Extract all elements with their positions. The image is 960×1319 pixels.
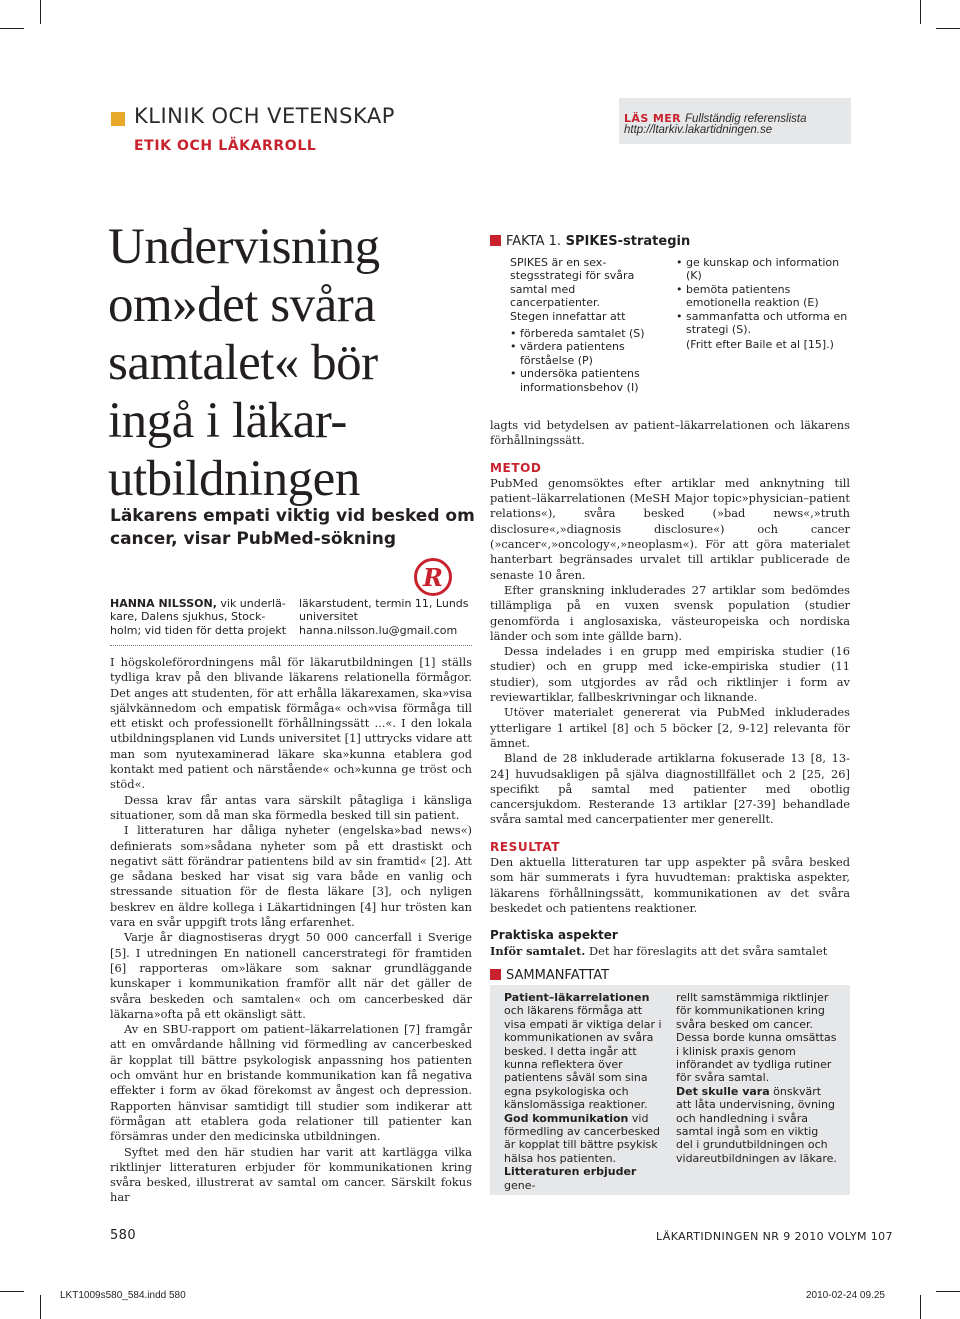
summary-box xyxy=(490,985,850,1195)
fakta-list-item: • ge kunskap och information (K) xyxy=(676,256,848,283)
fakta-list-item: • bemöta patientens emotionella reaktion (E) xyxy=(676,283,848,310)
headline-line: samtalet« bör xyxy=(108,335,378,391)
crop-mark xyxy=(920,0,921,24)
body-paragraph: Varje år diagnostiseras drygt 50 000 cancerfall i Sverige [5]. I utredningen En nationell cancerstrategi för framtiden [6] rapporteras om»läkare som saknar grundläggande kunskaper i kommunikation framför allt när det gäller de svåra beskeden och samtalen« och om cancerbesked där läkarna»ofta på ett okänsligt sätt. xyxy=(110,930,472,1021)
body-paragraph: I högskoleförordningens mål för läkarutbildningen [1] ställs tydliga krav på den blivande läkarens relationella förmågor. Det anges att studenten, för att erhålla läkarexamen, ska»visa självkännedom och empatisk förmåga« och»visa förmåga till ett etiskt och professionellt förhållningssätt ...«. I den lokala utbildningsplanen vid Lunds universitet [1] uttrycks vidare att man som nyutexaminerad läkare ska»kunna etablera god kontakt med patient och närstående« och»kunna ge tröst och stöd«. xyxy=(110,655,472,792)
body-text: Det har föreslagits att det svåra samtalet xyxy=(585,943,828,958)
metod-heading: METOD xyxy=(490,460,542,475)
byline-author xyxy=(110,597,295,637)
resultat-heading: RESULTAT xyxy=(490,839,561,854)
body-paragraph xyxy=(490,944,850,959)
summary-label: SAMMANFATTAT xyxy=(506,968,610,983)
lead-line: Läkarens empati viktig vid besked om xyxy=(110,506,475,526)
fakta-label: FAKTA 1. xyxy=(506,234,562,249)
headline-line: ingå i läkar- xyxy=(108,393,347,449)
summary-bold: Det skulle vara xyxy=(676,1084,770,1098)
byline-divider xyxy=(110,645,472,646)
fakta-list-item: • undersöka patientens informationsbehov (I) xyxy=(510,367,668,394)
review-badge-icon xyxy=(414,558,452,596)
summary-text: rellt samstämmiga riktlinjer för kommunikationen kring svåra besked om cancer. Dessa borde kunna omsättas i klinisk praxis genom införandet av tydliga rutiner för svåra samtal. xyxy=(676,991,837,1085)
byline-text: läkarstudent, termin 11, Lunds xyxy=(299,597,469,610)
body-paragraph: Dessa indelades i en grupp med empiriska studier (16 studier) och en grupp med icke-empiriska studier (11 studier), som utgjordes av råd och riktlinjer i form av reviewartiklar, fallbeskrivningar och liknande. xyxy=(490,644,850,705)
fakta-source: (Fritt efter Baile et al [15].) xyxy=(686,338,834,352)
author-name: HANNA NILSSON, xyxy=(110,597,217,610)
read-more-box xyxy=(619,98,851,144)
summary-text: önskvärt att låta undervisning, övning och handledning i svåra samtal ingå som en viktig del i grundutbildningen och vidareutbildningen av läkare. xyxy=(676,1084,837,1165)
summary-text: och läkarens förmåga att visa empati är viktiga delar i kommunikationen av svåra besked. I detta ingår att kunna reflektera över patientens såväl som sina egna psykologiska och känslomässiga reaktioner. xyxy=(504,1004,662,1112)
crop-mark xyxy=(0,1291,24,1292)
fakta-list xyxy=(676,256,848,336)
fakta-intro: SPIKES är en sex-stegsstrategi för svåra samtal med cancerpatienter. xyxy=(510,256,635,310)
headline-line: om»det svåra xyxy=(108,277,376,333)
byline-text: universitet xyxy=(299,610,358,624)
body-paragraph: Utöver materialet genererat via PubMed inkluderades ytterligare 1 artikel [8] och 5 böcker [2, 9-12] relevanta för ämnet. xyxy=(490,705,850,750)
crop-mark xyxy=(936,28,960,29)
summary-right-column xyxy=(676,991,838,1165)
body-paragraph: I litteraturen har dåliga nyheter (engelska»bad news«) definierats som»sådana nyheter som på ett drastiskt och negativt sätt förändrar patientens bild av sin framtid« [2]. Att ge sådana besked har visat sig vara både en vanlig och stressande situation för de flesta läkare [3], och nyligen beskrev en äldre kollega i Läkartidningen [4] hur trösten kan vara en svår uppgift trots lång erfarenhet. xyxy=(110,823,472,930)
square-icon xyxy=(490,235,501,246)
body-paragraph: Syftet med den här studien har varit att kartlägga vilka riktlinjer litteraturen erbjuder för kommunikationen kring svåra besked, illustrerat av samtal om cancer. Särskilt fokus har xyxy=(110,1144,472,1205)
read-more-text: Fullständig referenslista xyxy=(685,113,807,125)
praktiska-heading: Praktiska aspekter xyxy=(490,928,618,943)
journal-info: LÄKARTIDNINGEN NR 9 2010 VOLYM 107 xyxy=(656,1230,893,1243)
section-title: KLINIK OCH VETENSKAP xyxy=(134,104,395,128)
summary-text: gene- xyxy=(504,1178,536,1192)
summary-paragraph xyxy=(504,1112,662,1166)
slug-date: 2010-02-24 09.25 xyxy=(806,1290,885,1301)
fakta-list-item: • sammanfatta och utforma en strategi (S). xyxy=(676,310,848,337)
article-body-column-2 xyxy=(490,418,850,959)
crop-mark xyxy=(936,1291,960,1292)
read-more-label: LÄS MER xyxy=(624,112,682,125)
fakta-list xyxy=(510,327,668,394)
summary-text: vid förmedling av cancerbesked är kopplat till bättre psykisk hälsa hos patienten. xyxy=(504,1111,661,1165)
reference-list-link[interactable]: http://ltarkiv.lakartidningen.se xyxy=(624,124,773,136)
body-paragraph: Bland de 28 inkluderade artiklarna fokuserade 13 [8, 13-24] huvudsakligen på själva diagnostillfället och 2 [25, 26] specifikt på samtal med patienter med obotlig cancersjukdom. Resterande 13 artiklar [27-39] behandlade svåra samtal med cancerpatienter mer generellt. xyxy=(490,751,850,827)
article-body-column-1 xyxy=(110,655,472,1206)
author-email-link[interactable]: hanna.nilsson.lu@gmail.com xyxy=(299,623,458,637)
headline xyxy=(108,218,448,508)
lead-text xyxy=(110,505,480,551)
summary-left-column xyxy=(504,991,662,1192)
summary-paragraph xyxy=(676,1085,838,1165)
summary-bold: Litteraturen erbjuder xyxy=(504,1165,637,1179)
crop-mark xyxy=(40,1295,41,1319)
summary-heading xyxy=(490,966,609,984)
summary-bold: Patient–läkarrelationen xyxy=(504,991,650,1004)
body-paragraph: Den aktuella litteraturen tar upp aspekter på svåra besked som här summerats i fyra huvudteman: praktiska aspekter, läkarens förhållningssätt, kommunikationen av det svåra beskedet och patientens reaktioner. xyxy=(490,855,850,915)
sub-section-title: ETIK OCH LÄKARROLL xyxy=(134,138,317,154)
summary-bold: God kommunikation xyxy=(504,1111,629,1125)
byline-affiliation xyxy=(299,597,484,637)
fakta-heading xyxy=(490,234,850,249)
body-paragraph: lagts vid betydelsen av patient–läkarrelationen och läkarens förhållningssätt. xyxy=(490,418,850,448)
byline-text: holm; vid tiden för detta projekt xyxy=(110,623,287,637)
summary-paragraph xyxy=(504,991,662,1112)
body-paragraph: PubMed genomsöktes efter artiklar med anknytning till patient–läkarrelationen (MeSH Major topic»physician–patient relations«), svåra besked (»bad news«,»truth disclosure«,»diagnosis disclosure«) och cancer (»cancer«,»oncology«,»neoplasm«). För att göra materialet hanterbart begränsades urvalet till artiklar publicerade de senaste 10 åren. xyxy=(490,475,850,582)
crop-mark xyxy=(0,28,24,29)
body-paragraph: Efter granskning inkluderades 27 artiklar som bedömdes tillämpliga på en vuxen svensk population (studier genomförda i anglosaxiska, västeuropeiska och nordiska länder och som inte gällde barn). xyxy=(490,582,850,643)
lead-line: cancer, visar PubMed-sökning xyxy=(110,529,397,549)
crop-mark xyxy=(920,1295,921,1319)
fakta-left-column xyxy=(510,256,668,394)
fakta-title: SPIKES-strategin xyxy=(561,234,691,249)
byline-text: vik underlä- xyxy=(216,597,286,610)
summary-paragraph xyxy=(676,991,838,1085)
byline-text: kare, Dalens sjukhus, Stock- xyxy=(110,610,266,624)
body-paragraph: Av en SBU-rapport om patient–läkarrelationen [7] framgår att en omvårdande hållning vid förmedling av cancerbesked är kopplat till bättre psykologisk anpassning hos patienten och omvänt hur en bristande kommunikation kan få negativa effekter i form av ökad förekomst av ångest och depression. Rapporten hänvisar samtidigt till studier som indikerar att förmågan att etablera goda relationer till patienter kan försämras under den medicinska utbildningen. xyxy=(110,1022,472,1144)
fakta-right-column xyxy=(676,256,848,352)
headline-line: utbildningen xyxy=(108,451,360,507)
square-icon xyxy=(490,969,501,980)
fakta-steps-intro: Stegen innefattar att xyxy=(510,309,626,323)
headline-line: Undervisning xyxy=(108,219,380,275)
page-number: 580 xyxy=(110,1228,137,1243)
fakta-box xyxy=(490,234,850,394)
crop-mark xyxy=(40,0,41,24)
fakta-list-item: • värdera patientens förståelse (P) xyxy=(510,340,668,367)
slug-file: LKT1009s580_584.indd 580 xyxy=(60,1290,186,1301)
fakta-list-item: • förbereda samtalet (S) xyxy=(510,327,668,340)
badge-letter: R xyxy=(423,562,443,592)
body-paragraph: Dessa krav får antas vara särskilt påtagliga i känsliga situationer, som då man ska förmedla besked till sin patient. xyxy=(110,792,472,822)
run-in-heading: Inför samtalet. xyxy=(490,943,586,958)
section-marker xyxy=(111,112,125,126)
summary-paragraph xyxy=(504,1165,662,1192)
